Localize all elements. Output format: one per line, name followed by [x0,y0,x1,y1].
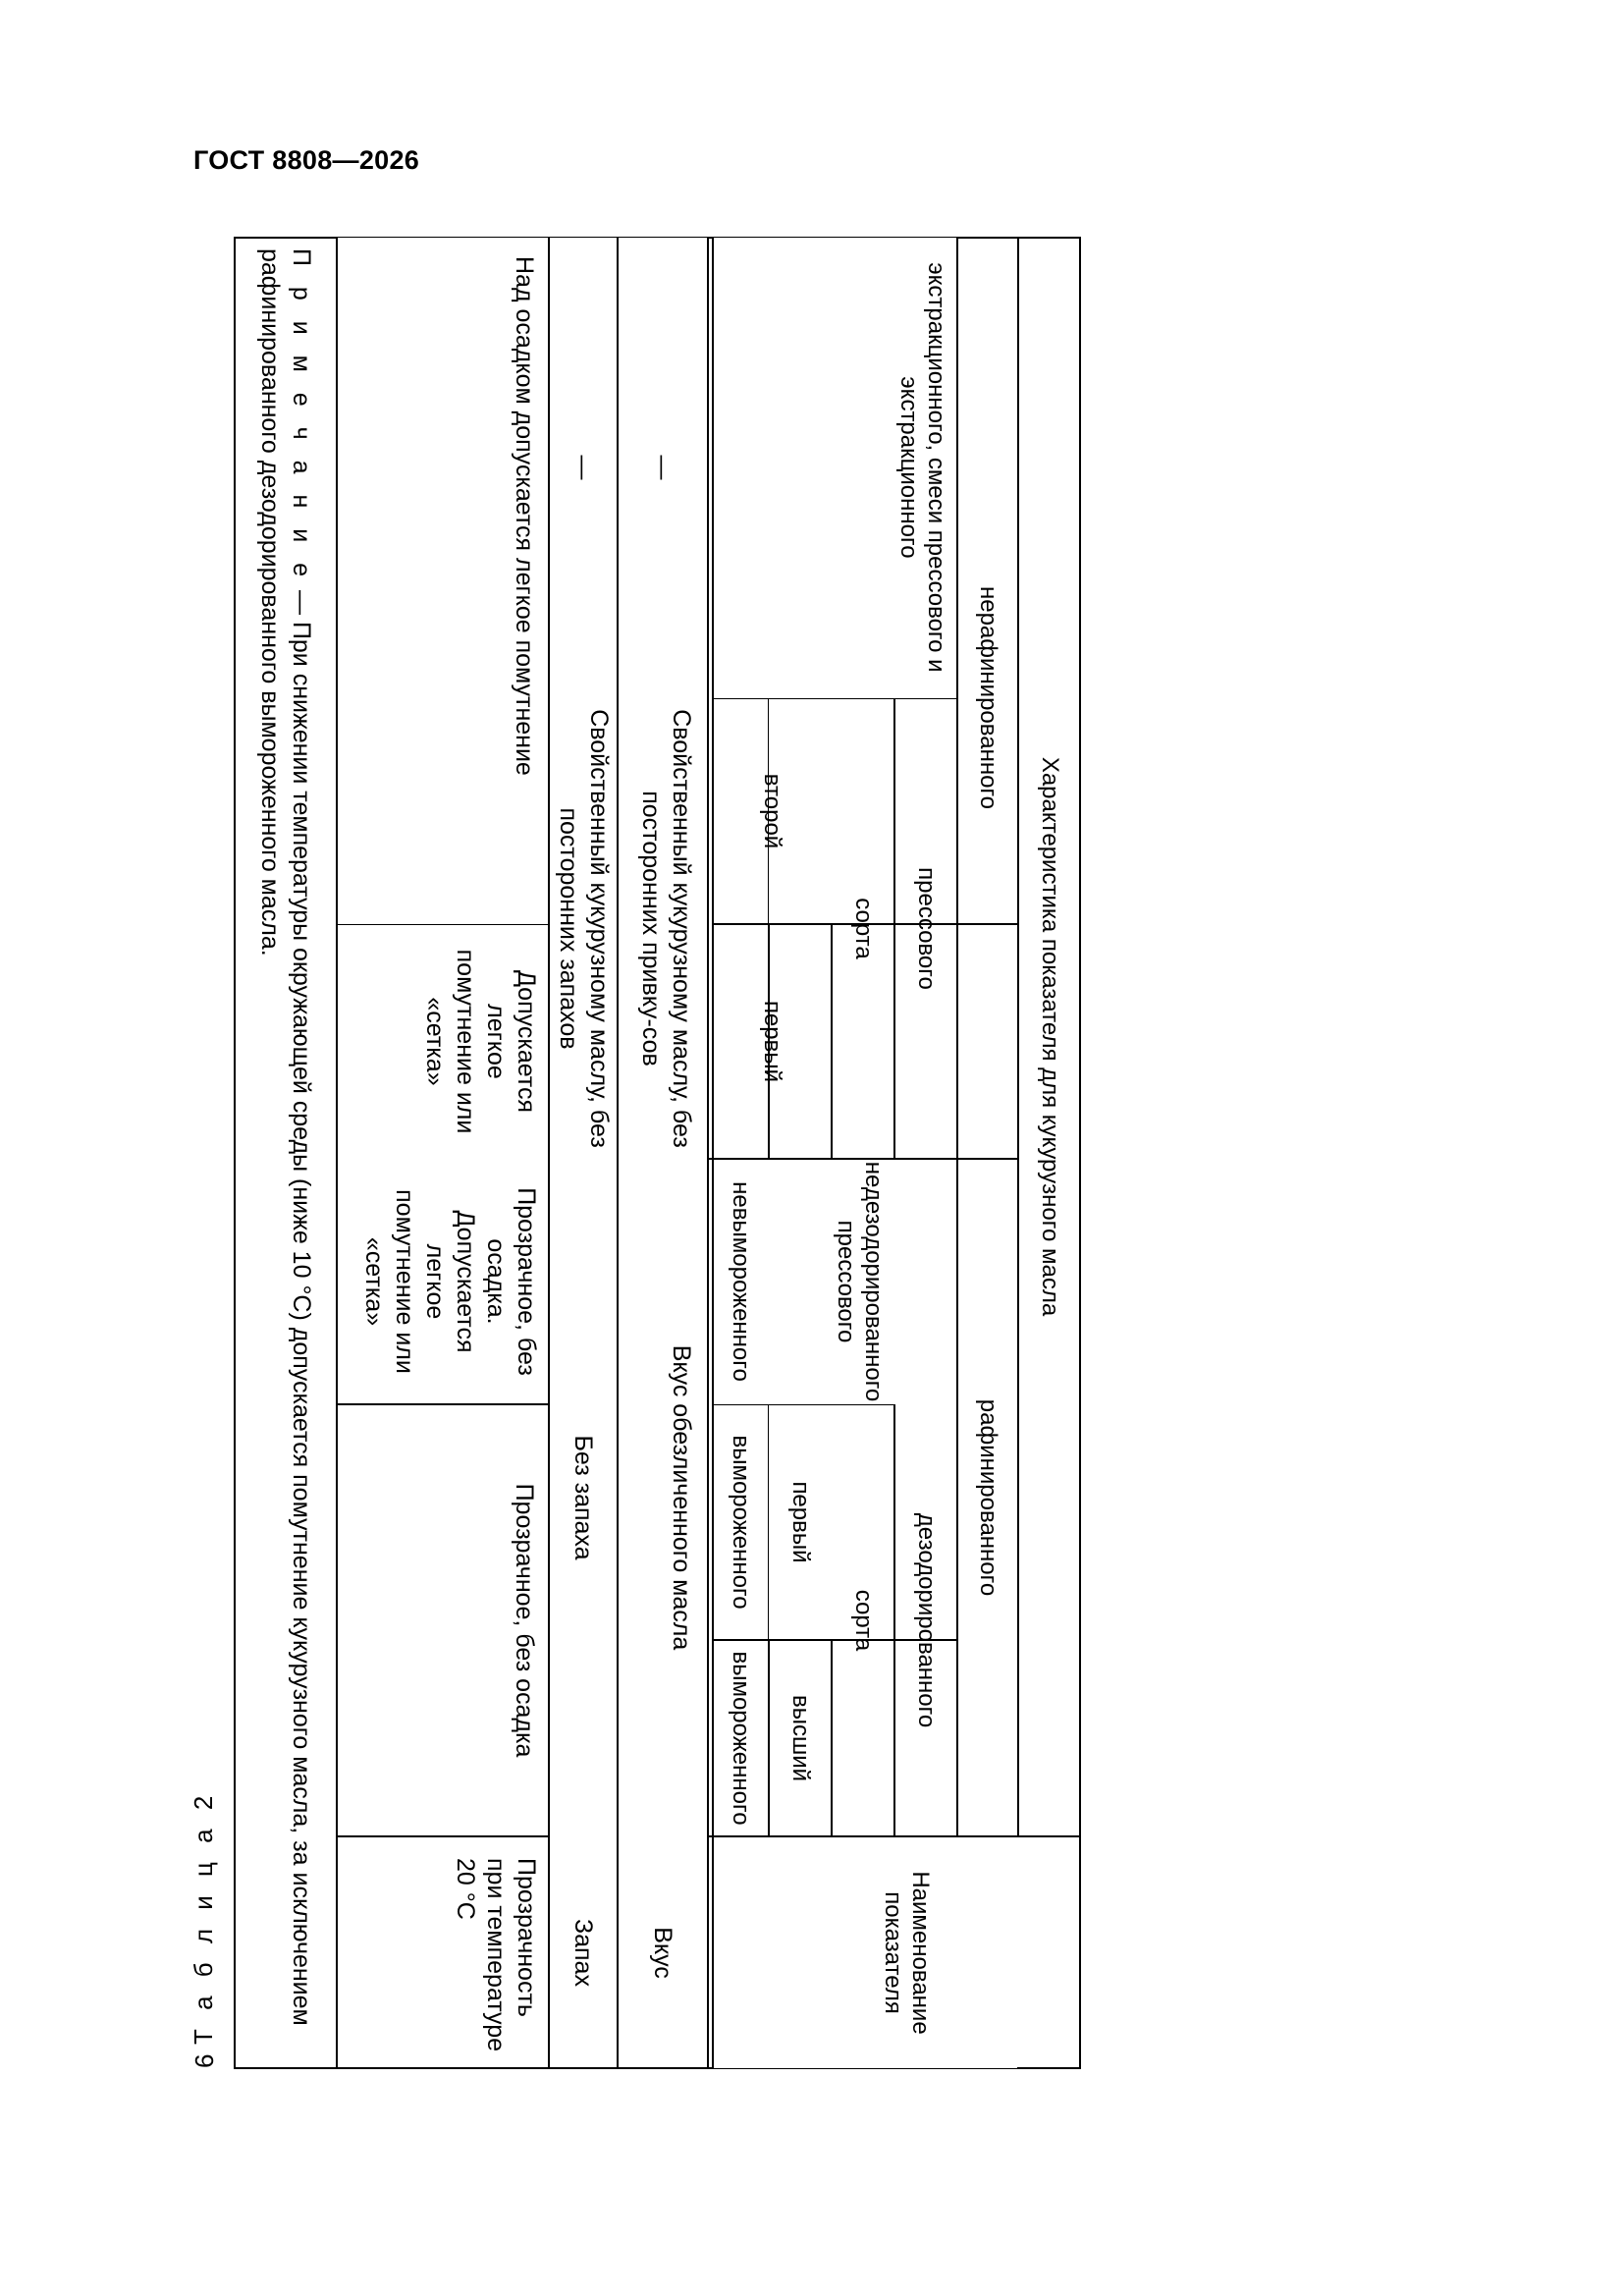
clarity-non-deodorized: Допускается легкое помутнение или «сетка» [421,949,540,1134]
header-unfrozen-first: невымороженного [728,1181,755,1382]
table-note [254,248,317,2055]
note-label: П р и м е ч а н и е [288,248,315,584]
clarity-frozen: Прозрачное, без осадка [511,1483,538,1758]
header-extraction: экстракционного, смеси прессового и экстракционного [895,262,949,673]
header-characteristic: Характеристика показателя для кукурузного масла [1037,756,1063,1317]
table-caption: Т а б л и ц а 2 [189,1789,218,2045]
column-header-parameter-name: Наименование показателя [880,1871,934,2035]
header-pressed: прессового [913,867,940,990]
note-text: — При снижении температуры окружающей среды (ниже 10 °С) допускается помутнение кукурузного масла, за исключением рафинированного дезодорированного вымороженного масла. [256,248,315,2026]
taste-extraction: — [649,455,677,480]
page-number: 6 [189,2053,219,2068]
row-name-smell: Запах [569,1919,598,1987]
smell-refined: Без запаха [569,1435,598,1560]
header-grade-first-pressed: первый [759,1000,786,1083]
header-non-deodorized-pressed: недезодорированного прессового [833,1161,887,1402]
header-grade-first-refined: первый [787,1481,814,1563]
taste-other: Свойственный кукурузному маслу, без посторонних привку-сов [637,709,695,1148]
header-grade-highest: высший [787,1694,814,1782]
clarity-unrefined: Над осадком допускается легкое помутнение [511,256,538,776]
header-grade-pressed: сорта [850,898,877,959]
taste-refined: Вкус обезличенного масла [668,1344,695,1651]
row-name-taste: Вкус [649,1927,677,1979]
rotated-table-container [233,237,1081,2069]
header-frozen-first: вымороженного [728,1435,755,1610]
header-frozen-highest: вымороженного [728,1651,755,1826]
document-header: ГОСТ 8808—2026 [193,145,420,175]
header-unrefined: нерафинированного [975,585,1001,810]
row-name-clarity: Прозрачность при температуре 20 °С [452,1858,540,2052]
clarity-unfrozen: Прозрачное, без осадка. Допускается легкое помутнение или «сетка» [360,1187,540,1376]
smell-extraction: — [569,455,598,480]
smell-other: Свойственный кукурузному маслу, без посторонних запахов [555,709,613,1148]
header-grade-refined: сорта [850,1589,877,1652]
header-grade-second-pressed: второй [759,773,786,849]
header-refined: рафинированного [975,1398,1001,1597]
header-deodorized: дезодорированного [913,1512,940,1728]
